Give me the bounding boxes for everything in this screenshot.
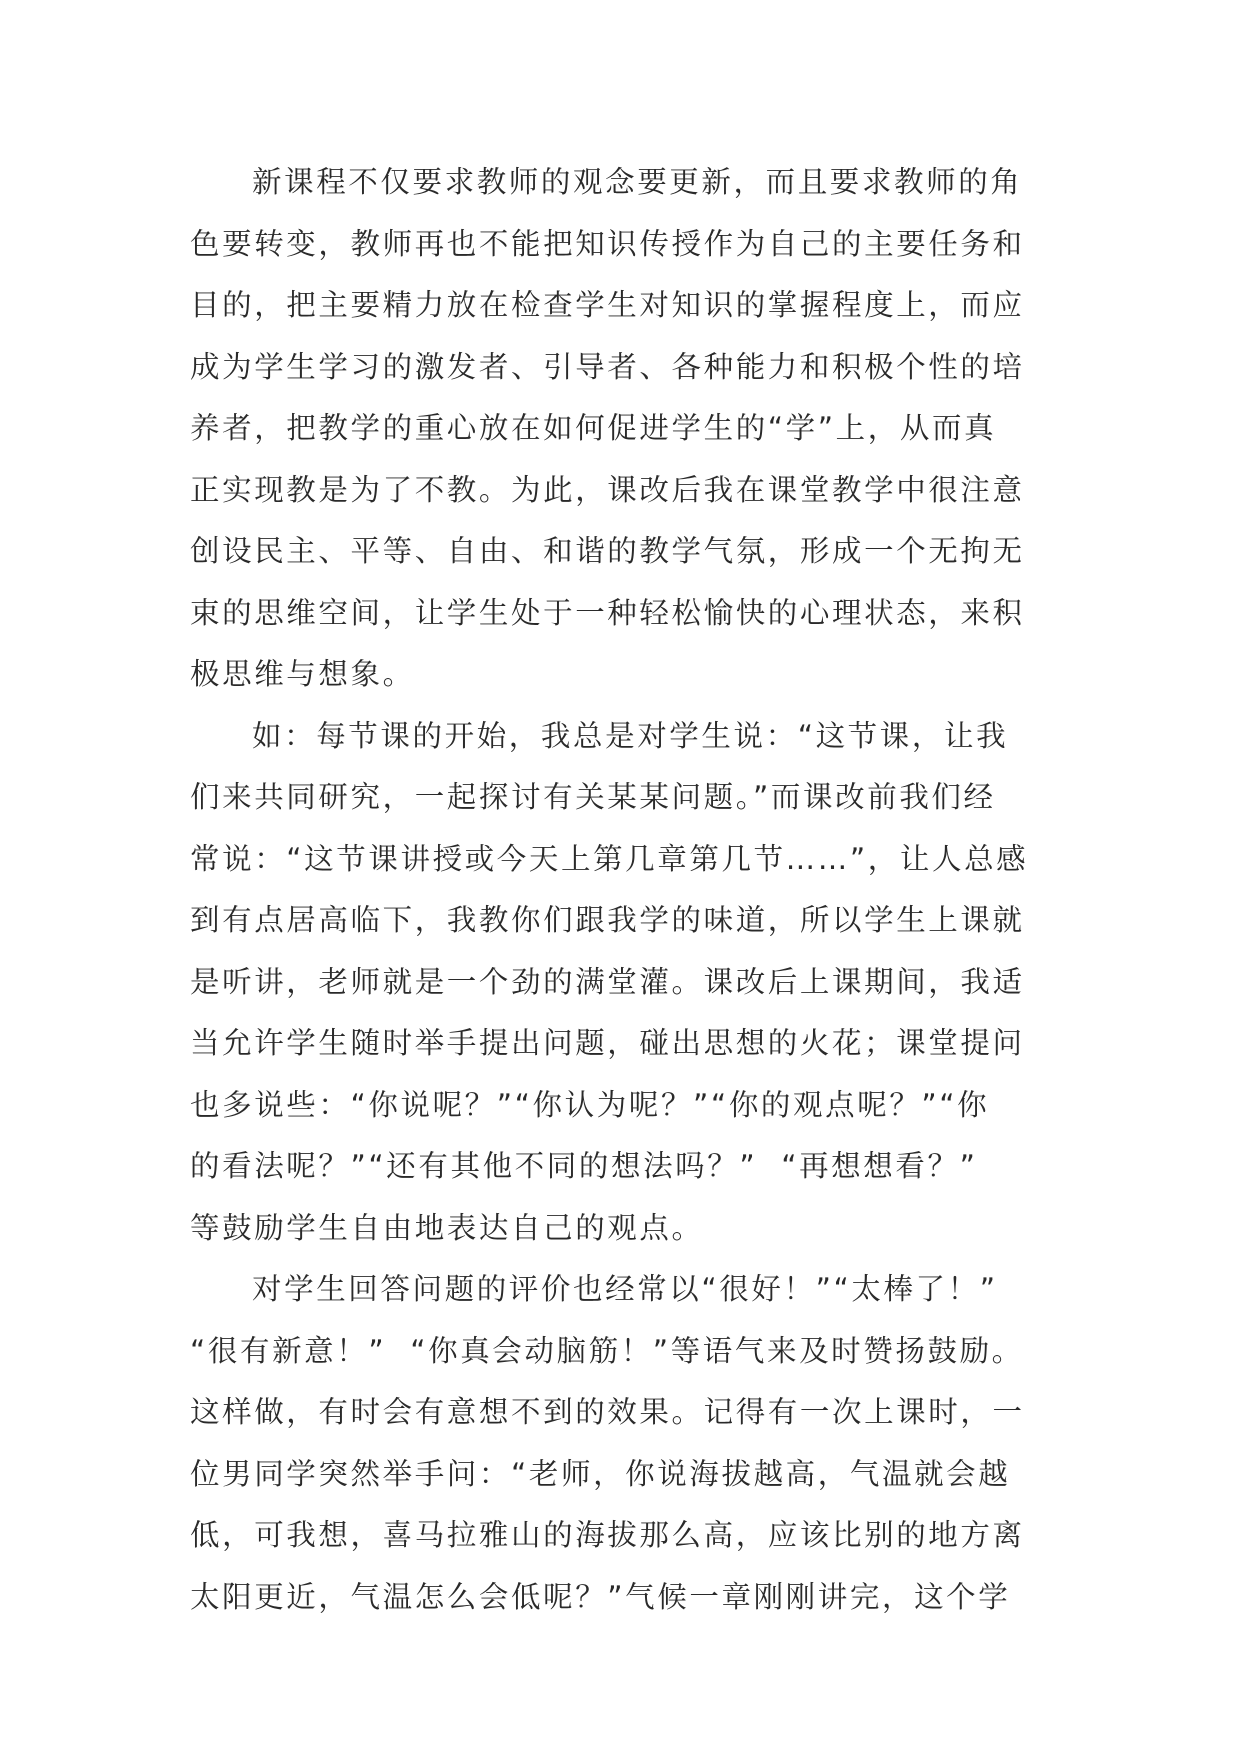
document-body <box>190 152 1060 1628</box>
text-line: 目的，把主要精力放在检查学生对知识的掌握程度上，而应 <box>190 288 1025 322</box>
text-line: 的看法呢？”“还有其他不同的想法吗？” “再想想看？” <box>190 1149 978 1183</box>
text-line: 成为学生学习的激发者、引导者、各种能力和积极个性的培 <box>190 349 1025 384</box>
text-line: 正实现教是为了不教。为此，课改后我在课堂教学中很注意 <box>190 472 1025 507</box>
text-line: 也多说些：“你说呢？”“你认为呢？”“你的观点呢？”“你 <box>190 1087 990 1122</box>
text-line: 到有点居高临下，我教你们跟我学的味道，所以学生上课就 <box>190 903 1025 937</box>
text-line: 新课程不仅要求教师的观念要更新，而且要求教师的角 <box>252 165 1023 199</box>
text-line: 等鼓励学生自由地表达自己的观点。 <box>190 1210 704 1245</box>
text-line: 们来共同研究，一起探讨有关某某问题。”而课改前我们经 <box>190 780 996 814</box>
text-line: 低，可我想，喜马拉雅山的海拔那么高，应该比别的地方离 <box>190 1518 1025 1552</box>
text-line: 极思维与想象。 <box>190 657 415 691</box>
text-line: 对学生回答问题的评价也经常以“很好！”“太棒了！” <box>252 1272 998 1306</box>
text-line: 常说：“这节课讲授或今天上第几章第几节……”，让人总感 <box>190 841 1029 876</box>
text-line: 太阳更近，气温怎么会低呢？”气候一章刚刚讲完，这个学 <box>190 1579 1011 1614</box>
paragraph-1 <box>190 152 1060 706</box>
text-line: 是听讲，老师就是一个劲的满堂灌。课改后上课期间，我适 <box>190 964 1025 999</box>
text-line: 创设民主、平等、自由、和谐的教学气氛，形成一个无拘无 <box>190 534 1025 568</box>
text-line: 色要转变，教师再也不能把知识传授作为自己的主要任务和 <box>190 226 1025 261</box>
paragraph-3 <box>190 1259 1060 1628</box>
text-line: 养者，把教学的重心放在如何促进学生的“学”上，从而真 <box>190 411 997 445</box>
text-line: “很有新意！” “你真会动脑筋！”等语气来及时赞扬鼓励。 <box>190 1333 1024 1368</box>
text-line: 位男同学突然举手问：“老师，你说海拔越高，气温就会越 <box>190 1456 1011 1491</box>
paragraph-2 <box>190 706 1060 1260</box>
text-line: 当允许学生随时举手提出问题，碰出思想的火花；课堂提问 <box>190 1026 1025 1060</box>
text-line: 束的思维空间，让学生处于一种轻松愉快的心理状态，来积 <box>190 595 1025 630</box>
text-line: 如：每节课的开始，我总是对学生说：“这节课，让我 <box>252 718 1009 753</box>
text-line: 这样做，有时会有意想不到的效果。记得有一次上课时，一 <box>190 1395 1025 1429</box>
